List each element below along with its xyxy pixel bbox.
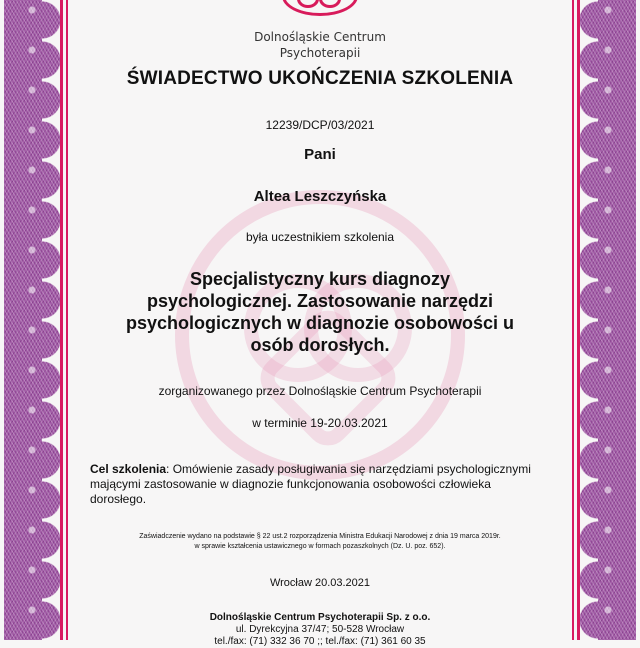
footer-contact — [80, 612, 560, 648]
goal-text: : Omówienie zasady posługiwania się narzędziami psychologicznymi mającymi zastosowanie w diagnozie funkcjonowania osobowości człowieka dorosłego. — [90, 462, 531, 506]
footer-address: ul. Dyrekcyjna 37/47; 50-528 Wrocław — [235, 624, 405, 635]
goal-label: Cel szkolenia — [90, 462, 167, 476]
pink-rule-right-outer — [577, 0, 580, 640]
footer-phones: tel./fax: (71) 332 36 70 ;; tel./fax: (71) 361 60 35 — [214, 636, 426, 647]
pink-rule-right-inner — [572, 0, 574, 640]
salutation: Pani — [304, 146, 336, 163]
border-scallop-left — [42, 0, 60, 640]
participation-text: była uczestnikiem szkolenia — [245, 230, 395, 244]
legal-line-2: w sprawie kształcenia ustawicznego w formach pozaszkolnych (Dz. U. poz. 652). — [194, 543, 446, 550]
legal-basis — [80, 532, 560, 552]
certificate-body — [80, 0, 560, 647]
course-title: Specjalistyczny kurs diagnozy psychologicznej. Zastosowanie narzędzi psychologicznych w diagnozie osobowości u osób dorosłych. — [125, 269, 515, 355]
participant-name: Altea Leszczyńska — [253, 188, 387, 205]
pink-rule-left-outer — [60, 0, 63, 640]
footer-company: Dolnośląskie Centrum Psychoterapii Sp. z o.o. — [209, 612, 431, 623]
legal-line-1: Zaświadczenie wydano na podstawie § 22 ust.2 rozporządzenia Ministra Edukacji Narodowej z dnia 19 marca 2019r. — [139, 533, 501, 540]
border-scallop-right — [580, 0, 598, 640]
certificate-title: ŚWIADECTWO UKOŃCZENIA SZKOLENIA — [126, 68, 514, 89]
pink-rule-left-inner — [66, 0, 68, 640]
brand-name-line1: Dolnośląskie Centrum — [254, 30, 386, 44]
place-date: Wrocław 20.03.2021 — [269, 577, 371, 589]
organizer-text: zorganizowanego przez Dolnośląskie Centrum Psychoterapii — [158, 384, 482, 398]
training-goal — [90, 462, 550, 507]
term-text: w terminie 19-20.03.2021 — [252, 416, 388, 430]
certificate-number: 12239/DCP/03/2021 — [265, 118, 375, 132]
brand-name-line2: Psychoterapii — [279, 46, 361, 60]
